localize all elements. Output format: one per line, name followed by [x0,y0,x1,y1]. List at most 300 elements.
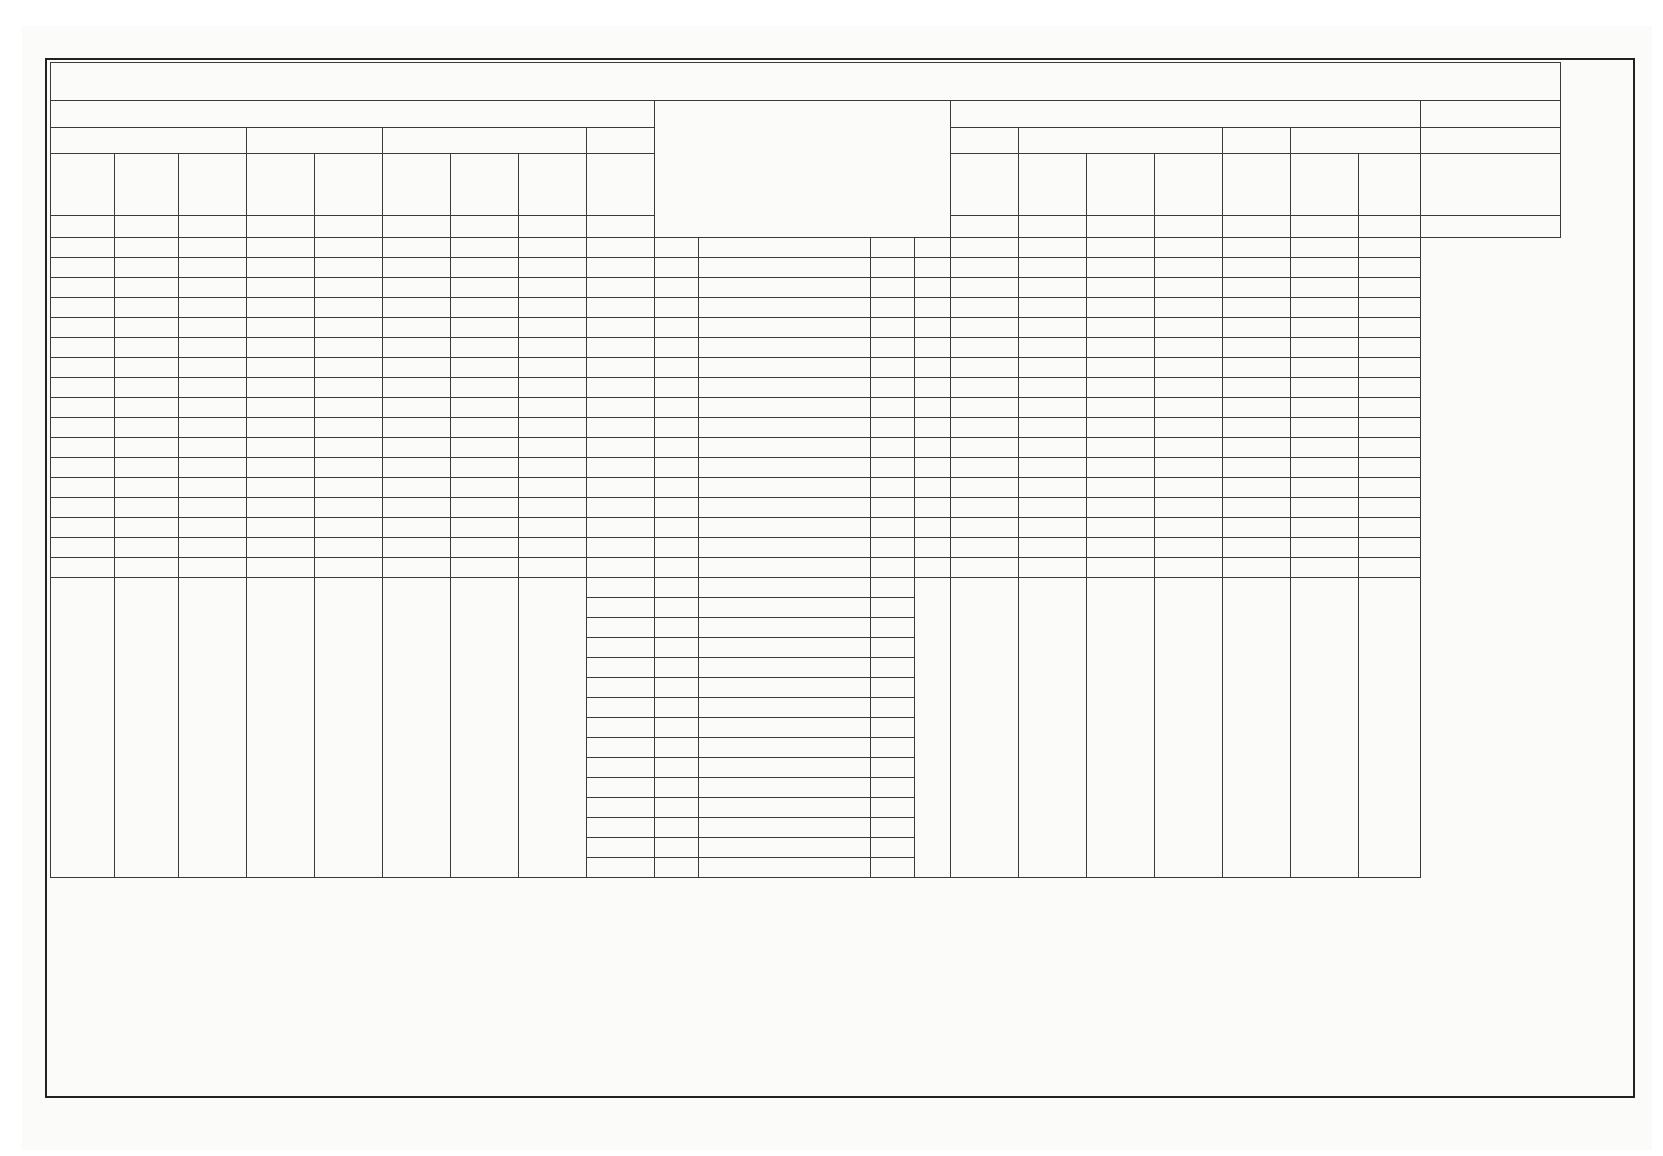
miles-from-gj [699,278,871,298]
blank-cell [51,238,115,258]
east-second-class [1223,127,1291,154]
miles-from-denver [587,638,655,658]
time-cell [315,278,383,298]
time-cell [115,318,179,338]
miles-from-denver [587,358,655,378]
siding-capacity [871,258,915,278]
westward-train-1 [383,154,451,216]
time-cell [1087,318,1155,338]
miles-from-denver [587,838,655,858]
time-cell [915,478,951,498]
miles-from-denver [587,738,655,758]
miles-from-denver [587,418,655,438]
time-cell [179,318,247,338]
miles-from-gj [699,638,871,658]
timetable-info [655,101,951,238]
time-cell [247,438,315,458]
time-cell [1087,438,1155,458]
westward-train-51 [247,154,315,216]
time-cell [115,358,179,378]
time-cell [519,338,587,358]
time-cell [115,538,179,558]
station-row [51,478,1561,498]
westward-depart-label [383,215,451,237]
east-first-class [1019,127,1223,154]
time-cell [915,418,951,438]
miles-from-denver [587,718,655,738]
time-cell [1019,238,1087,258]
time-cell [247,238,315,258]
siding-capacity [871,758,915,778]
siding-capacity [871,718,915,738]
westward-note-cell [247,578,315,878]
time-cell [519,258,587,278]
siding-capacity [871,598,915,618]
time-cell [951,418,1019,438]
blank-cell [51,458,115,478]
time-cell [1087,558,1155,578]
blank-cell [1421,127,1561,154]
time-cell [1087,458,1155,478]
blank-cell [51,538,115,558]
westward-depart-label [247,215,315,237]
station-gale [655,798,699,818]
blank-cell [1291,378,1359,398]
miles-from-denver [587,278,655,298]
time-cell [115,398,179,418]
time-cell [247,478,315,498]
blank-cell [1291,278,1359,298]
eastward-train-2 [951,154,1019,216]
time-cell [315,338,383,358]
miles-from-gj [699,838,871,858]
time-cell [1155,498,1223,518]
miles-from-denver [587,318,655,338]
time-cell [1087,418,1155,438]
time-cell [179,438,247,458]
station-row [51,278,1561,298]
time-cell [1155,538,1223,558]
blank-cell [1359,298,1421,318]
siding-capacity [871,538,915,558]
time-cell [1223,538,1291,558]
miles-from-gj [699,338,871,358]
eastward-note-cell [1223,578,1291,878]
blank-cell [51,258,115,278]
time-cell [1019,478,1087,498]
time-cell [383,498,451,518]
blank-cell [1359,338,1421,358]
station-una [655,718,699,738]
time-cell [1155,278,1223,298]
westward-note-cell [519,578,587,878]
blank-cell [1359,478,1421,498]
miles-from-gj [699,378,871,398]
time-cell [951,298,1019,318]
time-cell [1087,338,1155,358]
blank-cell [1359,538,1421,558]
time-cell [951,438,1019,458]
eastward-note-cell [915,578,951,878]
time-cell [383,518,451,538]
miles-from-denver [587,478,655,498]
time-cell [179,538,247,558]
westward-train-3 [519,154,587,216]
time-cell [115,478,179,498]
time-cell [1019,358,1087,378]
miles-from-gj [699,458,871,478]
time-cell [451,238,519,258]
time-cell [115,458,179,478]
blank-cell [1359,498,1421,518]
time-cell [383,378,451,398]
time-cell [1087,538,1155,558]
blank-cell [1291,418,1359,438]
time-cell [915,238,951,258]
time-cell [451,258,519,278]
time-cell [179,398,247,418]
time-cell [247,458,315,478]
time-cell [1019,318,1087,338]
time-cell [1019,298,1087,318]
time-cell [179,458,247,478]
station-palisade [655,818,699,838]
time-cell [451,418,519,438]
time-cell [915,358,951,378]
westward-note-cell [315,578,383,878]
miles-from-denver [587,238,655,258]
title-row [51,63,1561,101]
time-cell [115,278,179,298]
miles-from-denver [587,698,655,718]
blank-cell [51,418,115,438]
miles-from-gj [699,498,871,518]
miles-from-gj [699,658,871,678]
time-cell [179,478,247,498]
time-cell [247,258,315,278]
time-cell [315,438,383,458]
siding-capacity [871,298,915,318]
station-silt [655,598,699,618]
miles-from-denver [587,398,655,418]
eastward-train-16 [1019,154,1087,216]
station-avon [655,278,699,298]
miles-from-denver [587,518,655,538]
blank-cell [1359,458,1421,478]
miles-from-denver [587,438,655,458]
eastward-arrive-label [1019,215,1087,237]
time-cell [179,238,247,258]
time-cell [1019,438,1087,458]
blank-cell [1359,378,1421,398]
timetable [50,62,1561,878]
time-cell [915,398,951,418]
time-cell [1155,558,1223,578]
miles-from-denver [587,578,655,598]
time-cell [1019,458,1087,478]
miles-from-gj [699,738,871,758]
miles-from-gj [699,258,871,278]
siding-capacity [871,738,915,758]
time-cell [179,518,247,538]
blank-cell [1291,558,1359,578]
eastward-train-96 [1291,154,1359,216]
station-row [51,518,1561,538]
blank-cell [51,558,115,578]
eastward-note-cell [1087,578,1155,878]
time-cell [915,438,951,458]
siding-capacity [871,438,915,458]
time-cell [1223,438,1291,458]
time-cell [1155,438,1223,458]
time-cell [115,378,179,398]
time-cell [519,238,587,258]
blank-cell [51,378,115,398]
time-cell [1155,478,1223,498]
westward-depart-label [519,215,587,237]
time-cell [1019,538,1087,558]
westward-depart-label [451,215,519,237]
time-cell [1019,398,1087,418]
station-row [51,458,1561,478]
siding-capacity [871,478,915,498]
blank-cell [51,478,115,498]
miles-from-gj [699,298,871,318]
time-cell [115,438,179,458]
station-de-beque [655,738,699,758]
time-cell [247,418,315,438]
time-cell [519,418,587,438]
time-cell [315,558,383,578]
siding-capacity [871,678,915,698]
blank-cell [51,398,115,418]
blank-cell [1291,538,1359,558]
time-cell [1223,298,1291,318]
time-cell [115,258,179,278]
miles-from-denver [587,858,655,878]
time-cell [247,518,315,538]
blank-cell [1291,358,1359,378]
time-cell [1155,358,1223,378]
blank-cell [1359,398,1421,418]
time-cell [1223,458,1291,478]
miles-from-denver [587,498,655,518]
time-cell [315,258,383,278]
west-first-class [383,127,587,154]
miles-from-gj [699,518,871,538]
time-cell [1087,238,1155,258]
time-cell [383,358,451,378]
time-cell [915,558,951,578]
west-third-class [51,127,247,154]
time-cell [1223,278,1291,298]
time-cell [1223,258,1291,278]
time-cell [315,358,383,378]
miles-from-denver [587,338,655,358]
time-cell [451,278,519,298]
blank-cell [1359,318,1421,338]
blank-cell [1359,238,1421,258]
time-cell [383,338,451,358]
siding-capacity [871,278,915,298]
miles-from-gj [699,818,871,838]
miles-from-gj [699,438,871,458]
time-cell [915,518,951,538]
blank-cell [1359,154,1421,216]
time-cell [451,518,519,538]
time-cell [451,298,519,318]
time-cell [519,278,587,298]
time-cell [383,438,451,458]
siding-capacity [871,318,915,338]
time-cell [179,298,247,318]
blank-cell [1421,154,1561,216]
station-row [51,538,1561,558]
station-shoshone [655,438,699,458]
time-cell [519,358,587,378]
blank-cell [1359,258,1421,278]
time-cell [519,538,587,558]
blank-cell [587,127,655,154]
time-cell [315,378,383,398]
miles-from-denver [587,458,655,478]
siding-capacity [871,638,915,658]
time-cell [179,418,247,438]
time-cell [451,398,519,418]
station-grand-valley [655,698,699,718]
eastward-arrive-label [1223,215,1291,237]
eastward-note-cell [1019,578,1087,878]
time-cell [915,298,951,318]
time-cell [1155,518,1223,538]
miles-from-gj [699,318,871,338]
blank-cell [1359,438,1421,458]
time-cell [1155,258,1223,278]
time-cell [451,358,519,378]
time-cell [519,458,587,478]
miles-from-gj [699,358,871,378]
time-cell [1019,558,1087,578]
station-lacy [655,658,699,678]
time-cell [1019,278,1087,298]
blank-cell [1291,458,1359,478]
station-row [51,358,1561,378]
blank-cell [1291,498,1359,518]
blank-cell [51,338,115,358]
timetable-info-block [655,101,950,237]
station-allenton [655,298,699,318]
time-cell [1019,338,1087,358]
station-minturn [655,238,699,258]
eastward-train-52 [1155,154,1223,216]
blank-cell [1359,278,1421,298]
time-cell [247,338,315,358]
time-cell [1087,518,1155,538]
miles-from-gj-label [885,107,907,227]
station-row [51,498,1561,518]
time-cell [115,238,179,258]
time-cell [1019,378,1087,398]
blank-cell [51,438,115,458]
westward-depart-label [315,215,383,237]
time-cell [951,398,1019,418]
westward-note-cell [115,578,179,878]
time-cell [1087,378,1155,398]
siding-capacity [871,338,915,358]
station-glenwood [655,478,699,498]
time-cell [915,258,951,278]
time-cell [315,458,383,478]
time-cell [383,558,451,578]
time-cell [179,258,247,278]
miles-from-denver [587,758,655,778]
blank-cell [1291,258,1359,278]
time-cell [1223,318,1291,338]
siding-capacity [871,818,915,838]
time-cell [1155,398,1223,418]
time-cell [951,318,1019,338]
eastward-arrive-label [951,215,1019,237]
time-cell [247,498,315,518]
time-cell [519,498,587,518]
time-cell [179,278,247,298]
time-cell [451,438,519,458]
time-cell [115,338,179,358]
station-morris [655,678,699,698]
miles-from-gj [699,718,871,738]
time-cell [1087,298,1155,318]
time-cell [315,238,383,258]
westward-train-15 [451,154,519,216]
time-cell [115,298,179,318]
time-cell [383,538,451,558]
siding-capacity [871,618,915,638]
time-cell [915,278,951,298]
time-cell [951,538,1019,558]
time-cell [1087,358,1155,378]
blank-cell [1291,518,1359,538]
time-cell [951,358,1019,378]
time-cell [1019,498,1087,518]
westward-depart-label [179,215,247,237]
westward-train-93 [179,154,247,216]
miles-from-denver [587,618,655,638]
time-cell [1019,418,1087,438]
time-cell [915,458,951,478]
miles-from-denver [587,538,655,558]
miles-from-gj [699,758,871,778]
blank-cell [51,154,115,216]
time-cell [451,338,519,358]
blank-cell [51,278,115,298]
miles-from-denver [587,678,655,698]
time-cell [383,458,451,478]
time-cell [519,558,587,578]
title-cell [51,63,1561,101]
time-cell [519,398,587,418]
time-cell [383,278,451,298]
time-cell [519,298,587,318]
miles-from-denver [587,298,655,318]
time-cell [1087,258,1155,278]
time-cell [951,558,1019,578]
time-cell [519,378,587,398]
blank-cell [587,215,655,237]
station-row [51,398,1561,418]
siding-capacity [871,498,915,518]
blank-cell [1291,338,1359,358]
time-cell [451,318,519,338]
